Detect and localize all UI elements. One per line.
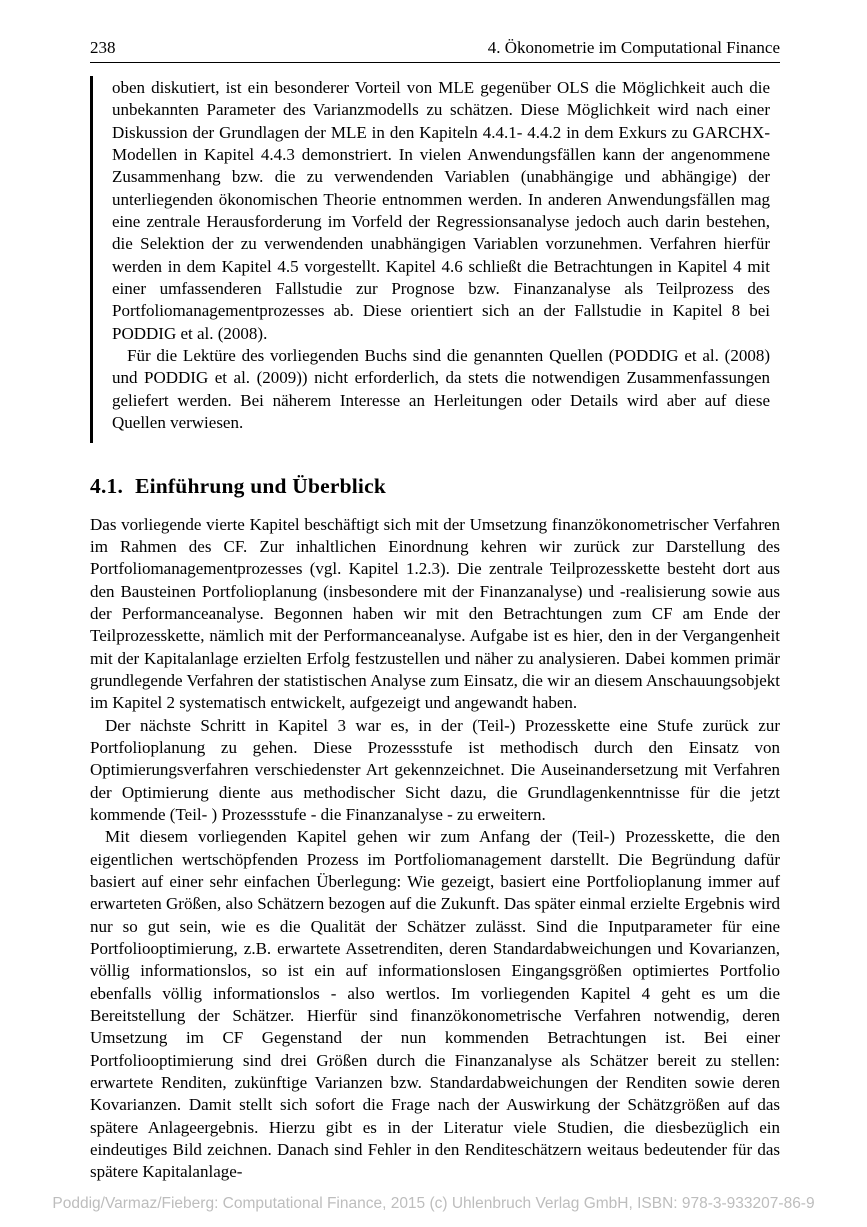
body-paragraph: Das vorliegende vierte Kapitel beschäftigt sich mit der Umsetzung finanzökonometrischer Verfahren im Rahmen des CF. Zur inhaltlichen Einordnung kehren wir zurück zur Darstellung des Portfoliomanagementprozesses (vgl. Kapitel 1.2.3). Die zentrale Teilprozesskette besteht dort aus den Bausteinen Portfolioplanung (insbesondere mit der Finanzanalyse) und -realisierung sowie aus der Performanceanalyse. Begonnen haben wir mit den Betrachtungen zum CF am Ende der Teilprozesskette, nämlich mit der Performanceanalyse. Aufgabe ist es hier, den in der Vergangenheit mit der Kapitalanlage erzielten Erfolg festzustellen und näher zu analysieren. Dabei kommen primär grundlegende Verfahren der statistischen Analyse zum Einsatz, die wir an diesem Anschauungsobjekt im Kapitel 2 systematisch entwickelt, aufgezeigt und angewandt haben. <box>90 514 780 713</box>
quote-paragraph: Für die Lektüre des vorliegenden Buchs sind die genannten Quellen (PODDIG et al. (2008) und PODDIG et al. (2009)) nicht erforderlich, da stets die notwendigen Zusammenfassungen geliefert werden. Bei näherem Interesse an Herleitungen oder Details wird aber auf diese Quellen verwiesen. <box>112 346 770 433</box>
footer-note: Poddig/Varmaz/Fieberg: Computational Finance, 2015 (c) Uhlenbruch Verlag GmbH, ISBN: 978-3-933207-86-9 <box>52 1195 815 1212</box>
page-content <box>90 38 780 1184</box>
page-header <box>90 38 780 63</box>
quote-block <box>90 76 780 443</box>
chapter-title: 4. Ökonometrie im Computational Finance <box>487 38 780 57</box>
section-number: 4.1. <box>90 473 124 498</box>
page-number: 238 <box>90 38 116 57</box>
body-paragraph: Der nächste Schritt in Kapitel 3 war es, in der (Teil-) Prozesskette eine Stufe zurück zur Portfolioplanung zu gehen. Diese Prozessstufe ist methodisch durch den Einsatz von Optimierungsverfahren verschiedenster Art gekennzeichnet. Die Auseinandersetzung mit Verfahren der Optimierung diente aus methodischer Sicht dazu, die Grundlagenkenntnisse für die jetzt kommende (Teil- ) Prozessstufe - die Finanzanalyse - zu erweitern. <box>90 715 780 824</box>
body-paragraph: Mit diesem vorliegenden Kapitel gehen wir zum Anfang der (Teil-) Prozesskette, die den eigentlichen wertschöpfenden Prozess im Portfoliomanagement darstellt. Die Begründung dafür basiert auf einer sehr einfachen Überlegung: Wie gezeigt, basiert eine Portfolioplanung immer auf erwarteten Größen, also Schätzern bezogen auf die Zukunft. Das später einmal erzielte Ergebnis wird nur so gut sein, wie es die Qualität der Schätzer zulässt. Sind die Inputparameter für eine Portfoliooptimierung, z.B. erwartete Assetrenditen, deren Standardabweichungen und Kovarianzen, völlig informationslos, so ist ein auf informationslosen Eingangsgrößen optimiertes Portfolio ebenfalls völlig informationslos - also wertlos. Im vorliegenden Kapitel 4 geht es um die Bereitstellung der Schätzer. Hierfür sind finanzökonometrische Verfahren notwendig, deren Umsetzung im CF Gegenstand der nun kommenden Betrachtungen ist. Bei einer Portfoliooptimierung sind drei Größen durch die Finanzanalyse als Schätzer bereit zu stellen: erwartete Renditen, zukünftige Varianzen bzw. Standardabweichungen der Renditen sowie deren Kovarianzen. Damit stellt sich sofort die Frage nach der Auswirkung der Schätzgrößen auf das spätere Anlageergebnis. Hierzu gibt es in der Literatur viele Studien, die diesbezüglich ein eindeutiges Bild zeichnen. Danach sind Fehler in den Renditeschätzern weitaus bedeutender für das spätere Kapitalanlage- <box>90 827 780 1182</box>
section-heading <box>90 474 780 499</box>
section-title: Einführung und Überblick <box>135 473 387 498</box>
quote-paragraph: oben diskutiert, ist ein besonderer Vorteil von MLE gegenüber OLS die Möglichkeit auch die unbekannten Parameter des Varianzmodells zu schätzen. Diese Möglichkeit wird nach einer Diskussion der Grundlagen der MLE in den Kapiteln 4.4.1- 4.4.2 in dem Exkurs zu GARCHX-Modellen in Kapitel 4.4.3 demonstriert. In vielen Anwendungsfällen kann der angenommene Zusammenhang bzw. die zu verwendenden Variablen (unabhängige und abhängige) der unterliegenden ökonomischen Theorie entnommen werden. In anderen Anwendungsfällen mag eine zentrale Herausforderung im Vorfeld der Regressionsanalyse jedoch auch darin bestehen, die Selektion der zu verwendenden unabhängigen Variablen vorzunehmen. Verfahren hierfür werden in dem Kapitel 4.5 vorgestellt. Kapitel 4.6 schließt die Betrachtungen in Kapitel 4 mit einer umfassenderen Fallstudie zur Prognose bzw. Finanzanalyse als Teilprozess des Portfoliomanagementprozesses ab. Diese orientiert sich an der Fallstudie in Kapitel 8 bei PODDIG et al. (2008). <box>112 78 770 343</box>
body-text <box>90 514 780 1184</box>
